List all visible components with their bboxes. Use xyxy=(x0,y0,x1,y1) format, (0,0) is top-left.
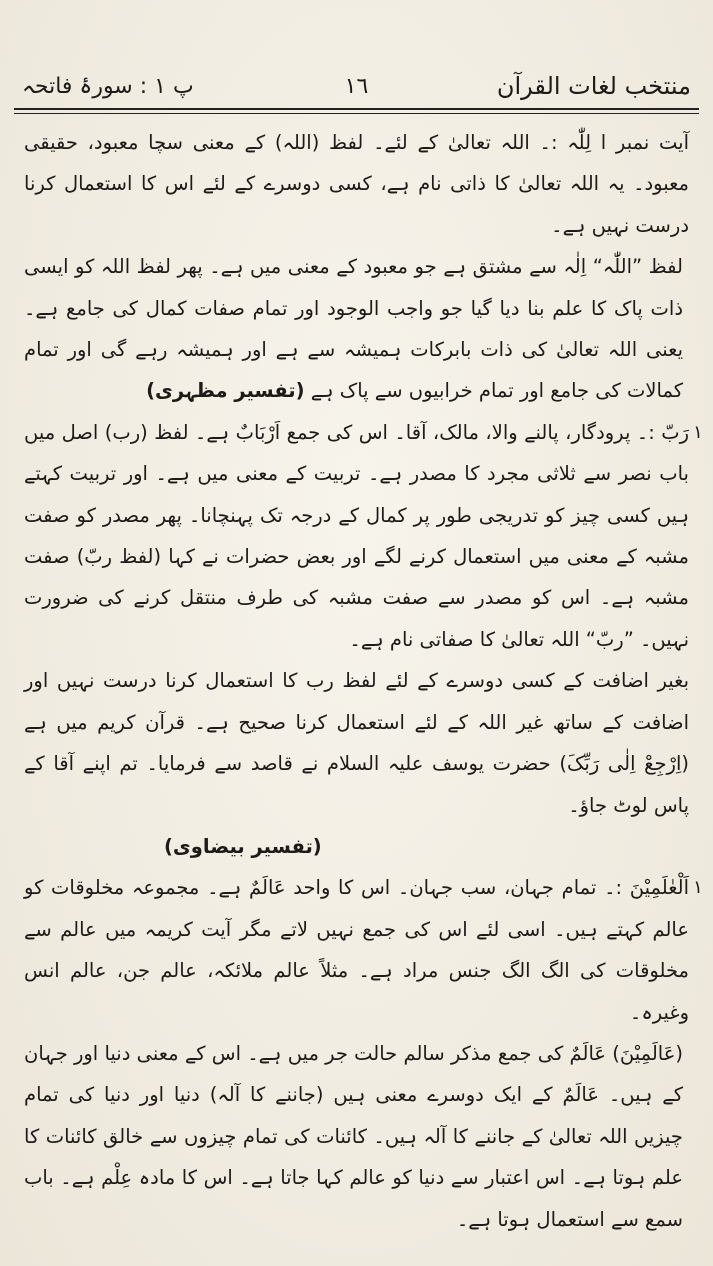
paragraph-allah-derivation xyxy=(24,246,689,412)
header-rule xyxy=(14,108,699,110)
paragraph-alam-plural: (عَالَمِیْنَ) عَالَمٌ کی جمع مذکر سالم حالت جر میں ہے۔ اس کے معنی دنیا اور جہان کے ہیں۔ عَالَمٌ کے ایک دوسرے معنی ہیں (جاننے کا آلہ) دنیا اور دنیا کی تمام چیزیں اللہ تعالیٰ کے جاننے کا آلہ ہیں۔ کائنات کی تمام چیزوں سے خالق کائنات کا علم ہوتا ہے۔ اس اعتبار سے دنیا کو عالم کہا جاتا ہے۔ اس کا مادہ عِلْم ہے۔ باب سمع سے استعمال ہوتا ہے۔ xyxy=(24,1041,683,1231)
header-rule-thin xyxy=(14,113,699,114)
paragraph-allah-definition: آیت نمبر ا لِلّٰہ :۔ اللہ تعالیٰ کے لئے۔ لفظ (اللہ) کے معنی سچا معبود، حقیقی معبود۔ یہ اللہ تعالیٰ کا ذاتی نام ہے، کسی دوسرے کے لئے اس کا استعمال کرنا درست نہیں ہے۔ xyxy=(24,131,689,237)
section-label: پ ۱ : سورۂ فاتحہ xyxy=(22,73,194,99)
entry-rabb xyxy=(24,412,703,660)
page-number: ١٦ xyxy=(344,73,369,99)
entry-marker: ۱ xyxy=(693,877,703,899)
source-citation: (تفسیر بیضاوی) xyxy=(164,834,322,858)
paragraph-text: لفظ ”اللّٰہ“ اِلٰہ سے مشتق ہے جو معبود کے معنی میں ہے۔ پھر لفظ اللہ کو ایسی ذات پاک کا علم بنا دیا گیا جو واجب الوجود اور تمام صفات کمال کی جامع ہے۔ یعنی اللہ تعالیٰ کی ذات بابرکات ہمیشہ سے ہے اور ہمیشہ رہے گی اور تمام کمالات کی جامع اور تمام خرابیوں سے پاک ہے xyxy=(24,255,683,403)
entry-marker: ۱ xyxy=(693,421,703,443)
page-header xyxy=(22,66,691,106)
paragraph-rabb-usage: بغیر اضافت کے کسی دوسرے کے لئے لفظ رب کا استعمال کرنا درست نہیں اور اضافت کے ساتھ غیر اللہ کے لئے استعمال کرنا صحیح ہے۔ قرآن کریم میں ہے (اِرْجِعْ اِلٰی رَبِّکَ) حضرت یوسف علیہ السلام نے قاصد سے فرمایا۔ تم اپنے آقا کے پاس لوٹ جاؤ۔ xyxy=(24,669,689,817)
entry-alamin xyxy=(24,867,703,1033)
paragraph-rabb: رَبّ :۔ پرودگار، پالنے والا، مالک، آقا۔ اس کی جمع اَرْبَابٌ ہے۔ لفظ (رب) اصل میں باب نصر سے ثلاثی مجرد کا مصدر ہے۔ تربیت کے معنی میں ہے۔ اور تربیت کہتے ہیں کسی چیز کو تدریجی طور پر کمال کے درجہ تک پہنچانا۔ پھر مصدر کو صفت مشبہ کے معنی میں استعمال کرنے لگے اور بعض حضرات نے کہا (لفظ ربّ) صفت مشبہ ہے۔ اس کو مصدر سے صفت مشبہ کی طرف منتقل کرنے کی ضرورت نہیں۔ ”ربّ“ اللہ تعالیٰ کا صفاتی نام ہے۔ xyxy=(24,420,689,651)
paragraph-alamin: اَلْعٰلَمِیْنَ :۔ تمام جہان، سب جہان۔ اس کا واحد عَالَمٌ ہے۔ مجموعہ مخلوقات کو عالم کہتے ہیں۔ اسی لئے اس کی جمع نہیں لاتے مگر آیت کریمہ میں عالم سے مخلوقات کی الگ الگ جنس مراد ہے۔ مثلاً عالم ملائکہ، عالم جن، عالم انس وغیرہ۔ xyxy=(24,876,689,1024)
source-citation: (تفسیر مظہری) xyxy=(146,379,305,403)
page-body xyxy=(24,122,703,1231)
book-title: منتخب لغات القرآن xyxy=(496,72,691,100)
